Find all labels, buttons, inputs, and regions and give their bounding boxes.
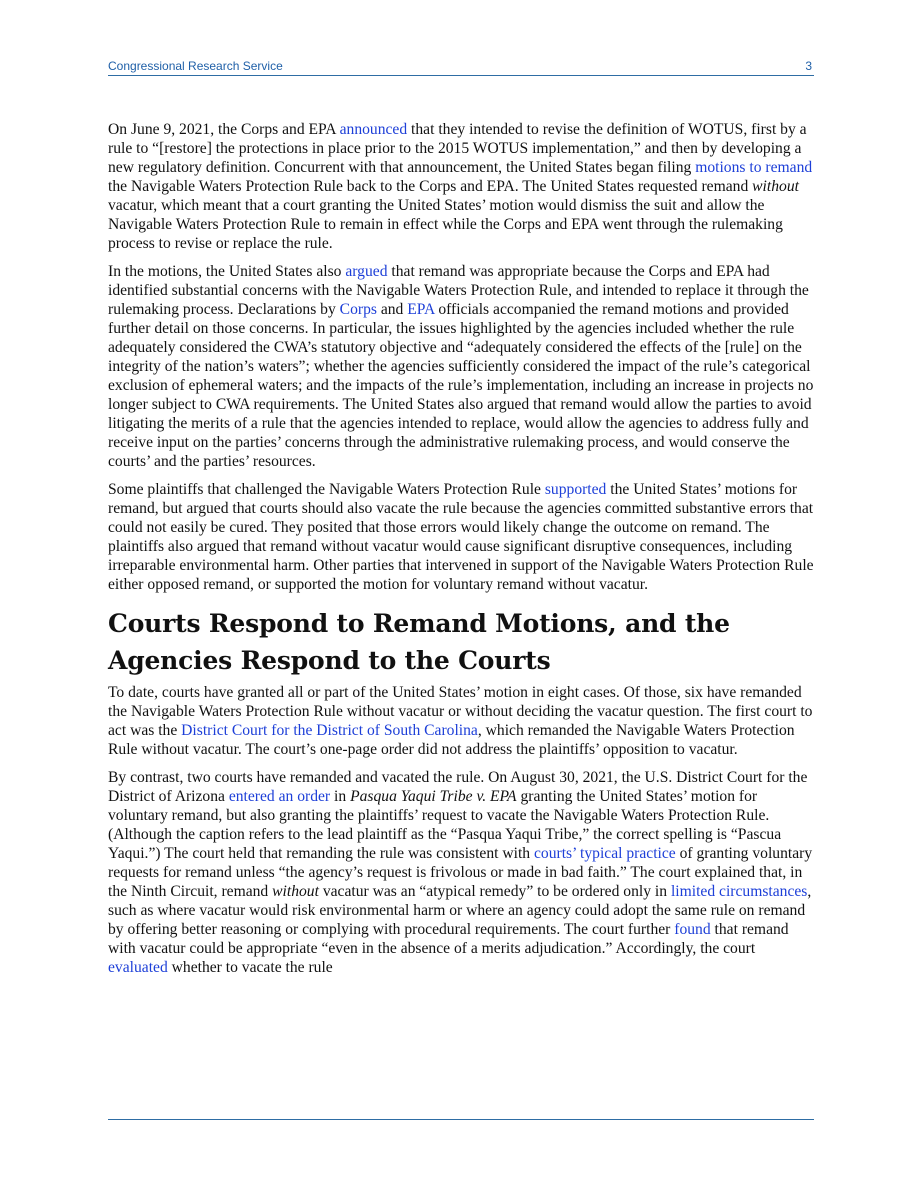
- text: and: [376, 301, 408, 318]
- link-district-court-south-carolina[interactable]: District Court for the District of South Carolina: [181, 722, 478, 739]
- text: vacatur, which meant that a court granting the United States’ motion would dismiss the suit and allow the Navigable Waters Protection Rule to remain in effect while the Corps and EPA went through the rulemaking process to revise or replace the rule.: [108, 197, 783, 252]
- text: in: [330, 788, 351, 805]
- header-org: Congressional Research Service: [108, 59, 283, 73]
- link-argued[interactable]: argued: [345, 263, 388, 280]
- document-body: [108, 120, 814, 986]
- text: that remand with vacatur could be appropriate “even in the absence of a merits adjudication.” Accordingly, the court: [108, 921, 789, 957]
- text: By contrast, two courts have remanded and vacated the rule. On August 30, 2021, the U.S. District Court for the District of Arizona: [108, 769, 808, 805]
- text: granting the United States’ motion for voluntary remand, but also granting the plaintiffs’ request to vacate the Navigable Waters Protection Rule. (Although the caption refers to the lead plaintiff as the “Pasqua Yaqui Tribe,” the correct spelling is “Pascua Yaqui.”) The court held that remanding the rule was consistent with: [108, 788, 782, 862]
- text: of granting voluntary requests for remand unless “the agency’s request is frivolous or made in bad faith.” The court explained that, in the Ninth Circuit, remand: [108, 845, 813, 900]
- page-header: [108, 57, 814, 76]
- page-number: 3: [805, 59, 812, 73]
- text: In the motions, the United States also: [108, 263, 346, 280]
- paragraph-2: [108, 262, 814, 471]
- link-limited-circumstances[interactable]: limited circumstances: [670, 883, 808, 900]
- emphasis: without: [752, 178, 799, 195]
- text: , which remanded the Navigable Waters Protection Rule without vacatur. The court’s one-page order did not address the plaintiffs’ opposition to vacatur.: [108, 722, 795, 758]
- text: On June 9, 2021, the Corps and EPA: [108, 121, 340, 138]
- text: the United States’ motions for remand, but argued that courts should also vacate the rule because the agencies committed substantive errors that could not easily be cured. They posited that those errors would likely change the outcome on remand. The plaintiffs also argued that remand without vacatur would cause significant disruptive consequences, including irreparable environmental harm. Other parties that intervened in support of the Navigable Waters Protection Rule either opposed remand, or supported the motion for voluntary remand without vacatur.: [108, 481, 814, 593]
- link-courts-typical-practice[interactable]: courts’ typical practice: [534, 845, 676, 862]
- text: whether to vacate the rule: [167, 959, 333, 976]
- link-entered-an-order[interactable]: entered an order: [228, 788, 331, 805]
- text: Some plaintiffs that challenged the Navigable Waters Protection Rule: [108, 481, 545, 498]
- text: that remand was appropriate because the Corps and EPA had identified substantial concerns with the Navigable Waters Protection Rule, and intended to replace it through the rulemaking process. Declarations by: [108, 263, 809, 318]
- case-name: Pasqua Yaqui Tribe v. EPA: [350, 788, 517, 805]
- link-announced[interactable]: announced: [339, 121, 408, 138]
- section-heading: Courts Respond to Remand Motions, and the Agencies Respond to the Courts: [108, 609, 730, 675]
- text: , such as where vacatur would risk environmental harm or where an agency could adopt the same rule on remand by offering better reasoning or complying with procedural requirements. The court further: [108, 883, 812, 938]
- text: the Navigable Waters Protection Rule back to the Corps and EPA. The United States requested remand: [108, 178, 753, 195]
- link-supported[interactable]: supported: [544, 481, 607, 498]
- footer-rule: [108, 1119, 814, 1120]
- emphasis: without: [272, 883, 319, 900]
- link-evaluated[interactable]: evaluated: [108, 959, 168, 976]
- text: To date, courts have granted all or part of the United States’ motion in eight cases. Of those, six have remanded the Navigable Waters Protection Rule without vacatur or without deciding the vacatur question. The first court to act was the: [108, 684, 813, 739]
- link-motions-to-remand[interactable]: motions to remand: [695, 159, 813, 176]
- paragraph-4: [108, 683, 814, 759]
- link-epa[interactable]: EPA: [407, 301, 435, 318]
- paragraph-1: [108, 120, 814, 253]
- text: that they intended to revise the definition of WOTUS, first by a rule to “[restore] the protections in place prior to the 2015 WOTUS implementation,” and then by developing a new regulatory definition. Concurrent with that announcement, the United States began filing: [108, 121, 807, 176]
- text: vacatur was an “atypical remedy” to be ordered only in: [318, 883, 671, 900]
- link-found[interactable]: found: [674, 921, 711, 938]
- paragraph-5: [108, 768, 814, 977]
- link-corps[interactable]: Corps: [339, 301, 377, 318]
- text: officials accompanied the remand motions and provided further detail on those concerns. In particular, the issues highlighted by the agencies included whether the rule adequately considered the CWA’s statutory objective and “adequately considered the effects of the [rule] on the integrity of the nation’s waters”; whether the agencies sufficiently considered the impact of the rule’s categorical exclusion of ephemeral waters; and the impacts of the rule’s implementation, including an increase in projects no longer subject to CWA requirements. The United States also argued that remand would allow the parties to avoid litigating the merits of a rule that the agencies intended to replace, would allow the agencies to address fully and receive input on the parties’ concerns through the administrative rulemaking process, and would conserve the courts’ and the parties’ resources.: [108, 301, 814, 470]
- paragraph-3: [108, 480, 814, 594]
